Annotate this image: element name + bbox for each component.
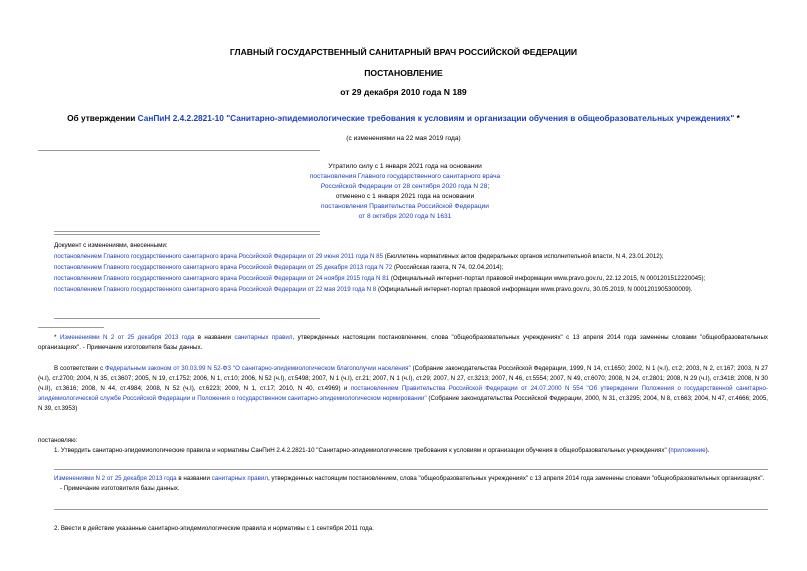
change-item-link[interactable]: постановлением Главного государственного санитарного врача Российской Федерации от 24 ноября 2015 года N 81 — [54, 275, 390, 282]
change-item-source: (Официальный интернет-портал правовой информации www.pravo.gov.ru, 22.12.2015, N 0001201512220045); — [389, 275, 706, 282]
document-type-heading: ПОСТАНОВЛЕНИЕ — [364, 68, 443, 78]
item-1-text: ). — [705, 447, 710, 454]
footnote-text: , утвержденных настоящим постановлением, слова "общеобразовательных учреждениях" с 13 апреля 2014 года заменены словами "общеобразовательных организациях". - Примечание изготовителя базы данных. — [38, 334, 768, 351]
divider — [38, 150, 320, 151]
change-item-source: (Бюллетень нормативных актов федеральных органов исполнительной власти, N 4, 23.01.2012); — [383, 253, 664, 260]
basis-text: В соответствии с — [54, 365, 105, 372]
change-item — [54, 263, 768, 273]
status-link-2b[interactable]: от 8 октября 2020 года N 1631 — [358, 213, 452, 220]
status-box — [270, 162, 540, 222]
title-sanpin-link[interactable]: СанПиН 2.4.2.2821-10 "Санитарно-эпидемиологические требования к условиям и организации обучения в общеобразовательных учреждениях" — [137, 113, 735, 123]
resolve-text: постановляю: — [38, 437, 78, 444]
status-link-1a[interactable]: постановления Главного государственного санитарного врача — [309, 173, 501, 180]
status-line-2: отменено с 1 января 2021 года на основании — [335, 193, 475, 200]
footnote — [38, 333, 768, 353]
date-number-heading: от 29 декабря 2010 года N 189 — [340, 87, 467, 97]
federal-law-link[interactable]: Федеральным законом от 30.03.99 N 52-ФЗ "О санитарно-эпидемиологическом благополучии населения" — [104, 365, 411, 372]
change-item — [54, 252, 768, 262]
change-item-link[interactable]: постановлением Главного государственного санитарного врача Российской Федерации от 29 июня 2011 года N 85 — [54, 253, 384, 260]
amendments-note: (с изменениями на 22 мая 2019 года) — [346, 135, 461, 142]
status-line-1: Утратило силу с 1 января 2021 года на основании — [328, 163, 482, 170]
basis-text: (Собрание законодательства Российской Федерации, 2000, N 31, ст.3295; 2004, N 8, ст.663; 2004, N 47, ст.4666; 2005, N 39, ст.3953) — [38, 395, 768, 412]
change-item-link[interactable]: постановлением Главного государственного санитарного врача Российской Федерации от 25 декабря 2013 года N 72 — [54, 264, 393, 271]
divider — [54, 231, 320, 232]
divider — [54, 234, 320, 235]
footnote-divider — [38, 327, 104, 328]
status-link-1b[interactable]: Российской Федерации от 28 сентября 2020 года N 28 — [320, 183, 488, 190]
status-link-1-end: ; — [487, 183, 490, 190]
basis-paragraph — [38, 364, 768, 414]
note-changes-link[interactable]: Изменениями N 2 от 25 декабря 2013 года — [54, 475, 177, 482]
divider — [54, 509, 768, 510]
changes-block — [54, 241, 768, 295]
database-note — [54, 474, 768, 494]
appendix-link[interactable]: приложение — [670, 447, 706, 454]
item-1-text: 1. Утвердить санитарно-эпидемиологические правила и нормативы СанПиН 2.4.2.2821-10 "Санитарно-эпидемиологические требования к условиям и организации обучения в общеобразовательных учреждениях" ( — [54, 447, 671, 454]
footnote-rules-link[interactable]: санитарных правил — [234, 334, 293, 341]
government-resolution-link[interactable]: постановлением Правительства Российской Федерации от 24.07.2000 N 554 "Об утверждении Положения о государственной санитарно-эпидемиологической службе Российской Федерации и Положения о государственном санитарно-эпидемиологическом нормировании" — [38, 385, 768, 402]
title-suffix: * — [734, 113, 740, 123]
note-rules-link[interactable]: санитарных правил — [211, 475, 268, 482]
title-prefix: Об утверждении — [67, 113, 138, 123]
change-item-link[interactable]: постановлением Главного государственного санитарного врача Российской Федерации от 22 мая 2019 года N 8 — [54, 286, 377, 293]
document-title — [0, 113, 807, 123]
changes-intro: Документ с изменениями, внесенными: — [54, 242, 168, 249]
footnote-changes-link[interactable]: Изменениями N 2 от 25 декабря 2013 года — [59, 334, 195, 341]
change-item-source: (Российская газета, N 74, 02.04.2014); — [392, 264, 504, 271]
item-2: 2. Ввести в действие указанные санитарно-эпидемиологические правила и нормативы с 1 сентября 2011 года. — [54, 525, 374, 532]
note-text: , утвержденных настоящим постановлением, слова "общеобразовательных учреждениях" с 13 апреля 2014 года заменены словами "общеобразовательных организациях". — [267, 475, 765, 482]
item-1 — [38, 446, 768, 456]
change-item — [54, 285, 768, 295]
note-text: в названии — [176, 475, 212, 482]
change-item-source: (Официальный интернет-портал правовой информации www.pravo.gov.ru, 30.05.2019, N 0001201905300009). — [376, 286, 693, 293]
status-link-2a[interactable]: постановления Правительства Российской Федерации — [321, 203, 489, 210]
change-item — [54, 274, 768, 284]
divider — [54, 318, 320, 319]
authority-heading: ГЛАВНЫЙ ГОСУДАРСТВЕННЫЙ САНИТАРНЫЙ ВРАЧ РОССИЙСКОЙ ФЕДЕРАЦИИ — [229, 47, 578, 57]
footnote-star: * — [54, 334, 60, 341]
note-source: - Примечание изготовителя базы данных. — [60, 485, 180, 492]
divider — [54, 469, 768, 470]
basis-text: (Собрание законодательства Российской Федерации, 1999, N 14, ст.1650; 2002, N 1 (ч.I), ст.2; 2003, N 2, ст.167; 2003, N 27 (ч.I), ст.2700; 2004, N 35, ст.3607; 2005, N 19, ст.1752; 2006, N 1, ст.10; 2006, N 52 (ч.I), ст.5498; 2007, N 1 (ч.I), ст.21; 2007, N 1 (ч.I), ст.29; 2007, N 27, ст.3213; 2007, N 46, ст.5554; 2007, N 49, ст.6070; 2008, N 24, ст.2801; 2008, N 29 (ч.I), ст.3418; 2008, N 30 (ч.II), ст.3616; 2008, N 44, ст.4984; 2008, N 52 (ч.I), ст.6223; 2009, N 1, ст.17; 2010, N 40, ст.4969) и — [38, 365, 768, 392]
footnote-text: в названии — [194, 334, 235, 341]
